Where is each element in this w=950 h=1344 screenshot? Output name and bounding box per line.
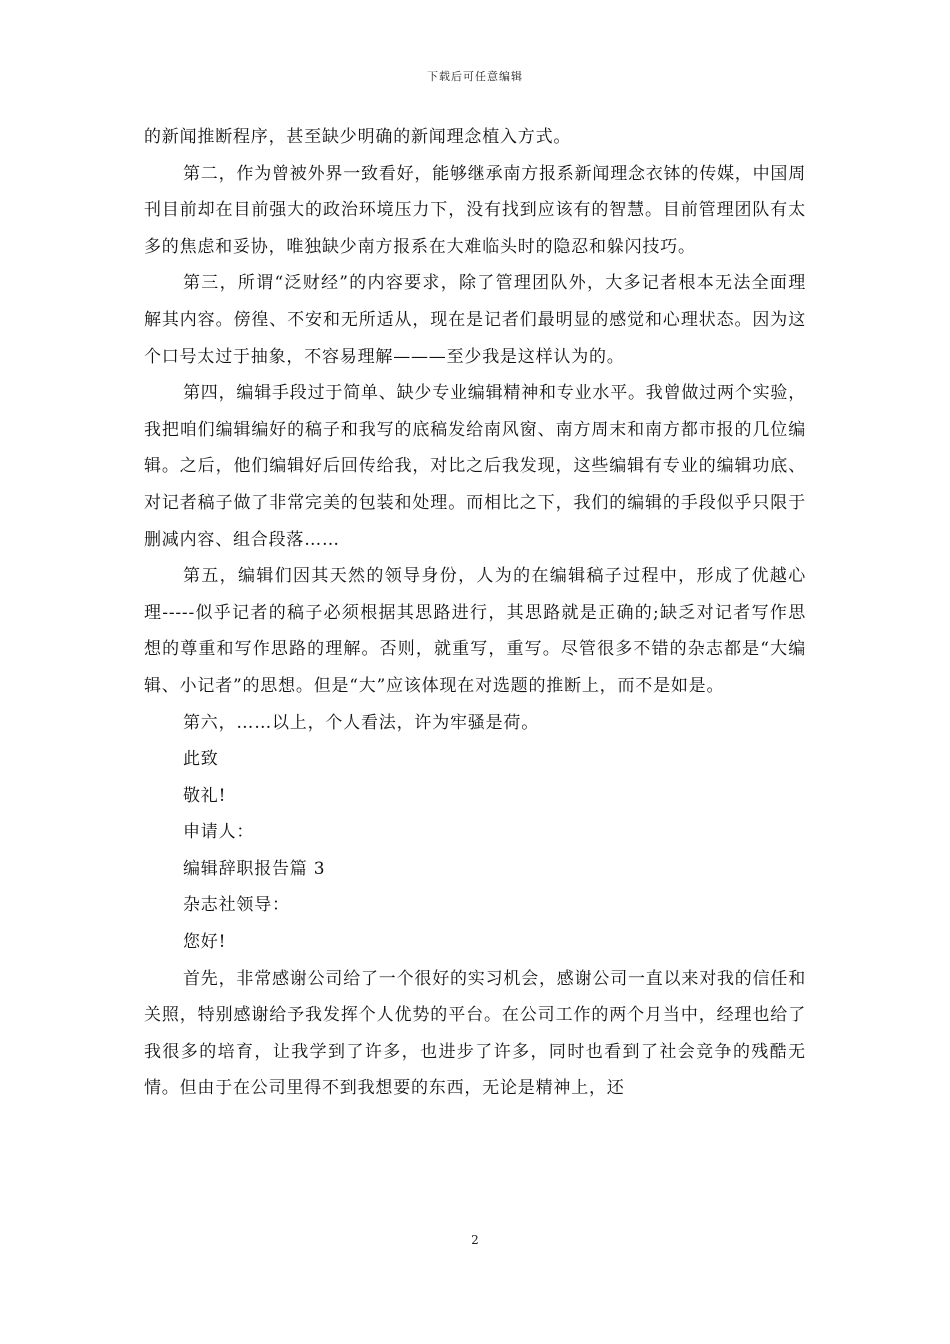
paragraph-point-5: 第五，编辑们因其天然的领导身份，人为的在编辑稿子过程中，形成了优越心理-----似乎记者的稿子必须根据其思路进行，其思路就是正确的;缺乏对记者写作思想的尊重和写作思路的理解。否则，就重写，重写。尽管很多不错的杂志都是“大编辑、小记者”的思想。但是“大”应该体现在对选题的推断上，而不是如是。 — [144, 566, 806, 696]
paragraph-point-3: 第三，所谓“泛财经”的内容要求，除了管理团队外，大多记者根本无法全面理解其内容。傍徨、不安和无所适从，现在是记者们最明显的感觉和心理状态。因为这个口号太过于抽象，不容易理解———至少我是这样认为的。 — [144, 273, 806, 367]
paragraph-opening: 首先，非常感谢公司给了一个很好的实习机会，感谢公司一直以来对我的信任和关照，特别感谢给予我发挥个人优势的平台。在公司工作的两个月当中，经理也给了我很多的培育，让我学到了许多，也进步了许多，同时也看到了社会竞争的残酷无情。但由于在公司里得不到我想要的东西，无论是精神上，还 — [144, 968, 806, 1099]
letter-recipient: 杂志社领导： — [183, 895, 290, 916]
page-header: 下载后可任意编辑 — [427, 70, 523, 83]
closing-salutation: 此致 — [183, 749, 219, 770]
section-title: 编辑辞职报告篇 3 — [183, 858, 326, 879]
letter-greeting: 您好! — [183, 932, 227, 953]
paragraph-continuation: 的新闻推断程序，甚至缺少明确的新闻理念植入方式。 — [144, 127, 572, 147]
paragraph-point-4: 第四，编辑手段过于简单、缺少专业编辑精神和专业水平。我曾做过两个实验，我把咱们编辑编好的稿子和我写的底稿发给南风窗、南方周末和南方都市报的几位编辑。之后，他们编辑好后回传给我，对比之后我发现，这些编辑有专业的编辑功底、对记者稿子做了非常完美的包装和处理。而相比之下，我们的编辑的手段似乎只限于删减内容、组合段落…… — [144, 383, 806, 550]
closing-regards: 敬礼! — [183, 785, 227, 806]
paragraph-point-2: 第二，作为曾被外界一致看好，能够继承南方报系新闻理念衣钵的传媒，中国周刊目前却在目前强大的政治环境压力下，没有找到应该有的智慧。目前管理团队有太多的焦虑和妥协，唯独缺少南方报系在大难临头时的隐忍和躲闪技巧。 — [144, 163, 806, 257]
paragraph-point-6: 第六，……以上，个人看法，许为牢骚是荷。 — [183, 712, 539, 733]
applicant-label: 申请人： — [183, 822, 255, 843]
document-body — [144, 119, 806, 1107]
page-number: 2 — [471, 1233, 479, 1247]
